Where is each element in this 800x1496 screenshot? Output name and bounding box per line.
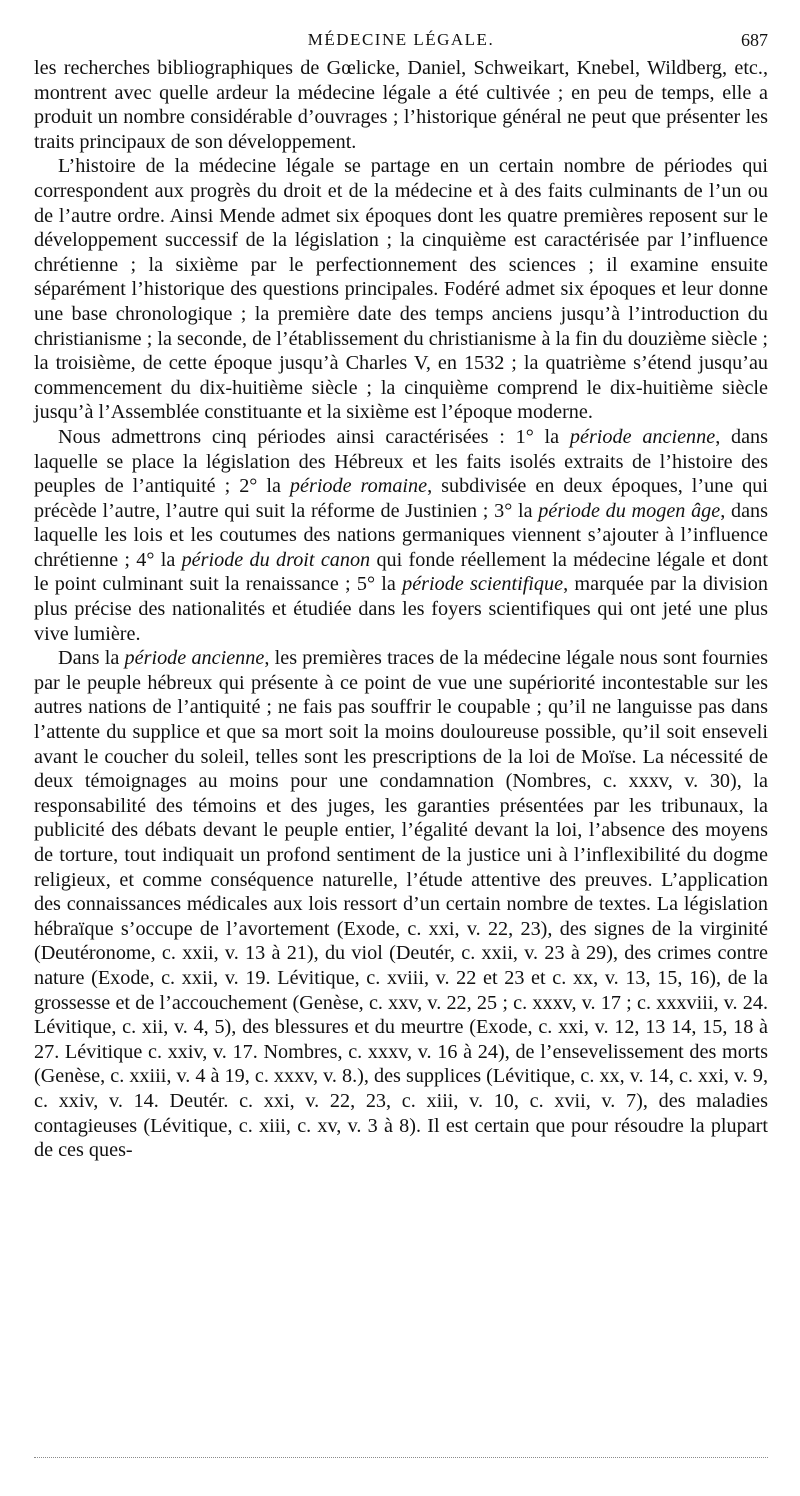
text-segment: , les premières traces de la médecine légale nous sont fournies par le peuple hébreux qui présente à ce point de vue une supériorité incontestable sur les autres nations de l’antiquité ; ne fais pas souffrir le coupable ; qu’il ne languisse pas dans l’attente du supplice et que sa mort soit la moins douloureuse possible, qu’il soit enseveli avant le coucher du soleil, telles sont les prescriptions de la loi de Moïse. La nécessité de deux témoignages au moins pour une condamnation (Nombres, c. xxxv, v. 30), la responsabilité des témoins et des juges, les garanties présentées par les tribunaux, la publicité des débats devant le peuple entier, l’égalité devant la loi, l’absence des moyens de torture, tout indiquait un profond sentiment de la justice uni à l’inflexibilité du dogme religieux, et comme conséquence naturelle, l’étude attentive des preuves. L’application des connaissances médicales aux lois ressort d’un certain nombre de textes. La législation hébraïque s’occupe de l’avortement (Exode, c. xxi, v. 22, 23), des signes de la virginité (Deutéronome, c. xxii, v. 13 à 21), du viol (Deutér, c. xxii, v. 23 à 29), des crimes contre nature (Exode, c. xxii, v. 19. Lévitique, c. xviii, v. 22 et 23 et c. xx, v. 13, 15, 16), de la grossesse et de l’accouchement (Genèse, c. xxv, v. 22, 25 ; c. xxxv, v. 17 ; c. xxxviii, v. 24. Lévitique, c. xii, v. 4, 5), des blessures et du meurtre (Exode, c. xxi, v. 12, 13 14, 15, 18 à 27. Lévitique c. xxiv, v. 17. Nombres, c. xxxv, v. 16 à 24), de l’ensevelissement des morts (Genèse, c. xxiii, v. 4 à 19, c. xxxv, v. 8.), des supplices (Lévitique, c. xx, v. 14, c. xxi, v. 9, c. xxiv, v. 14. Deutér. c. xxi, v. 22, 23, c. xiii, v. 10, c. xvii, v. 7), des maladies contagieuses (Lévitique, c. xiii, c. xv, v. 3 à 8). Il est certain que pour résoudre la plupart de ces ques- — [34, 647, 768, 1162]
italic-term: période du droit canon — [181, 548, 371, 571]
book-page — [34, 30, 768, 1163]
running-title: MÉDECINE LÉGALE. — [307, 30, 495, 49]
italic-term: période ancienne — [569, 425, 716, 448]
paragraph-continuation: les recherches bibliographiques de Gœlicke, Daniel, Schweikart, Knebel, Wildberg, etc., montrent avec quelle ardeur la médecine légale a été cultivée ; en peu de temps, elle a produit un nombre considérable d’ouvrages ; l’historique général ne peut que présenter les traits principaux de son développement. — [34, 57, 768, 153]
italic-term: période du mogen âge — [538, 499, 721, 522]
body-text — [34, 56, 768, 1163]
text-segment: , subdivisée en deux époques, l’une qui précède l’autre, l’autre qui suit la réforme de Justinien ; 3° la — [34, 475, 768, 522]
text-segment: qui fonde réellement la médecine légale et dont le point culminant suit la renaissance ; 5° la — [34, 548, 768, 596]
page-number: 687 — [741, 30, 768, 50]
italic-term: période romaine — [289, 475, 428, 498]
running-head — [34, 30, 768, 56]
text-segment: , dans laquelle se place la législation des Hébreux et les faits isolés extraits de l’histoire des peuples de l’antiquité ; 2° la — [34, 425, 768, 498]
paragraph-history-periods: L’histoire de la médecine légale se partage en un certain nombre de périodes qui correspondent aux progrès du droit et de la médecine et à des faits culminants de l’un ou de l’autre ordre. Ainsi Mende admet six époques dont les quatre premières reposent sur le développement successif de la législation ; la cinquième est caractérisée par l’influence chrétienne ; la sixième par le perfectionnement des sciences ; il examine ensuite séparément l’historique des questions principales. Fodéré admet six époques et leur donne une base chronologique ; la première date des temps anciens jusqu’à l’introduction du christianisme ; la seconde, de l’établissement du christianisme à la fin du douzième siècle ; la troisième, de cette époque jusqu’à Charles V, en 1532 ; la quatrième s’étend jusqu’au commencement du dix-huitième siècle ; la cinquième comprend le dix-huitième siècle jusqu’à l’Assemblée constituante et la sixième est l’époque moderne. — [34, 155, 768, 424]
paragraph-five-periods — [34, 425, 768, 646]
paragraph-ancient-period — [34, 646, 768, 1162]
text-segment: Dans la — [58, 647, 125, 670]
italic-term: période scientifique — [402, 573, 564, 596]
italic-term: période ancienne — [124, 647, 265, 670]
bottom-rule — [34, 1457, 768, 1458]
text-segment: , marquée par la division plus précise des nationalités et étudiée dans les foyers scientifiques qui ont jeté une plus vive lumière. — [34, 573, 768, 645]
text-segment: , dans laquelle les lois et les coutumes des nations germaniques viennent s’ajouter à l’influence chrétienne ; 4° la — [34, 499, 768, 571]
text-segment: Nous admettrons cinq périodes ainsi caractérisées : 1° la — [58, 425, 570, 448]
